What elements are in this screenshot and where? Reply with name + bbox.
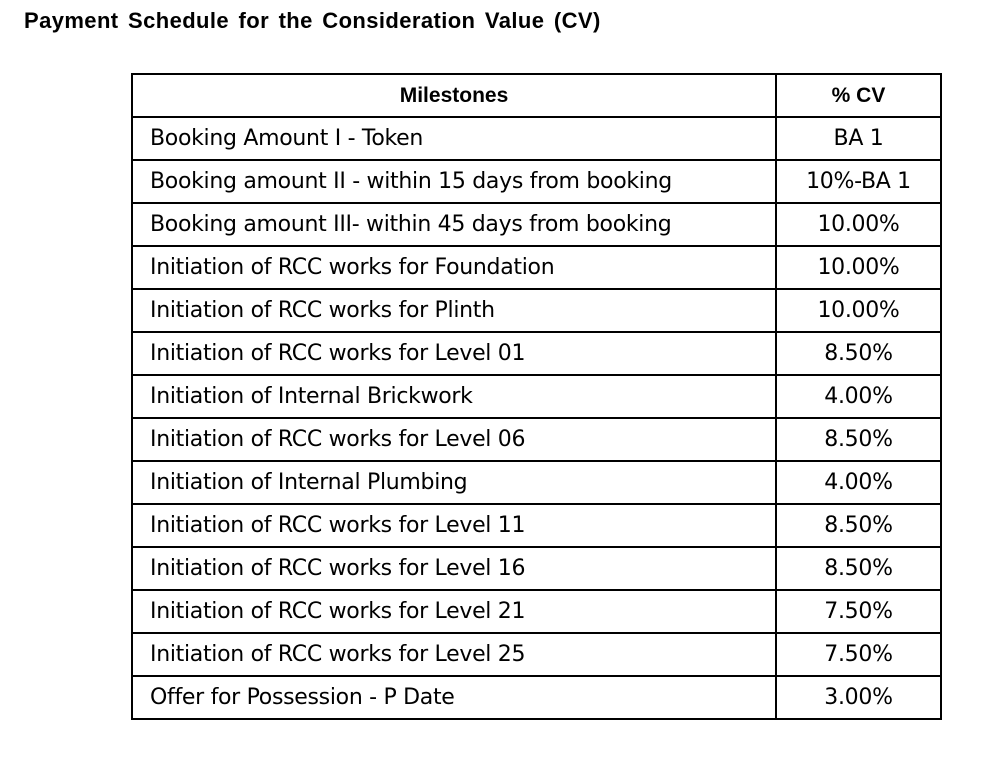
cv-cell: 10%-BA 1 [776, 160, 941, 203]
cv-cell: 8.50% [776, 504, 941, 547]
milestone-cell: Initiation of Internal Brickwork [132, 375, 776, 418]
table-row [132, 676, 941, 719]
milestone-cell: Initiation of RCC works for Plinth [132, 289, 776, 332]
milestone-cell: Booking amount II - within 15 days from booking [132, 160, 776, 203]
table-row [132, 332, 941, 375]
table-row [132, 246, 941, 289]
milestone-cell: Offer for Possession - P Date [132, 676, 776, 719]
cv-cell: 10.00% [776, 203, 941, 246]
table-row [132, 203, 941, 246]
table-row [132, 160, 941, 203]
cv-cell: 4.00% [776, 461, 941, 504]
milestone-cell: Booking amount III- within 45 days from booking [132, 203, 776, 246]
milestone-cell: Initiation of RCC works for Level 11 [132, 504, 776, 547]
cv-cell: 3.00% [776, 676, 941, 719]
table-row [132, 547, 941, 590]
milestone-cell: Initiation of Internal Plumbing [132, 461, 776, 504]
table-row [132, 418, 941, 461]
table-row [132, 375, 941, 418]
milestone-cell: Initiation of RCC works for Level 16 [132, 547, 776, 590]
table-row [132, 461, 941, 504]
table-row [132, 633, 941, 676]
milestone-cell: Initiation of RCC works for Level 06 [132, 418, 776, 461]
table-row [132, 590, 941, 633]
milestone-cell: Initiation of RCC works for Level 21 [132, 590, 776, 633]
table-row [132, 289, 941, 332]
table-row [132, 117, 941, 160]
milestone-cell: Booking Amount I - Token [132, 117, 776, 160]
cv-cell: 8.50% [776, 332, 941, 375]
cv-cell: 4.00% [776, 375, 941, 418]
page-title: Payment Schedule for the Consideration Value (CV) [24, 8, 601, 33]
cv-cell: 10.00% [776, 246, 941, 289]
table-header-row [132, 74, 941, 117]
milestone-cell: Initiation of RCC works for Level 01 [132, 332, 776, 375]
cv-cell: 7.50% [776, 633, 941, 676]
cv-cell: 10.00% [776, 289, 941, 332]
cv-cell: 7.50% [776, 590, 941, 633]
milestone-cell: Initiation of RCC works for Level 25 [132, 633, 776, 676]
payment-schedule-table [131, 73, 942, 720]
milestones-column-header: Milestones [132, 74, 776, 117]
milestone-cell: Initiation of RCC works for Foundation [132, 246, 776, 289]
cv-cell: 8.50% [776, 547, 941, 590]
cv-cell: BA 1 [776, 117, 941, 160]
table-row [132, 504, 941, 547]
cv-cell: 8.50% [776, 418, 941, 461]
cv-column-header: % CV [776, 74, 941, 117]
